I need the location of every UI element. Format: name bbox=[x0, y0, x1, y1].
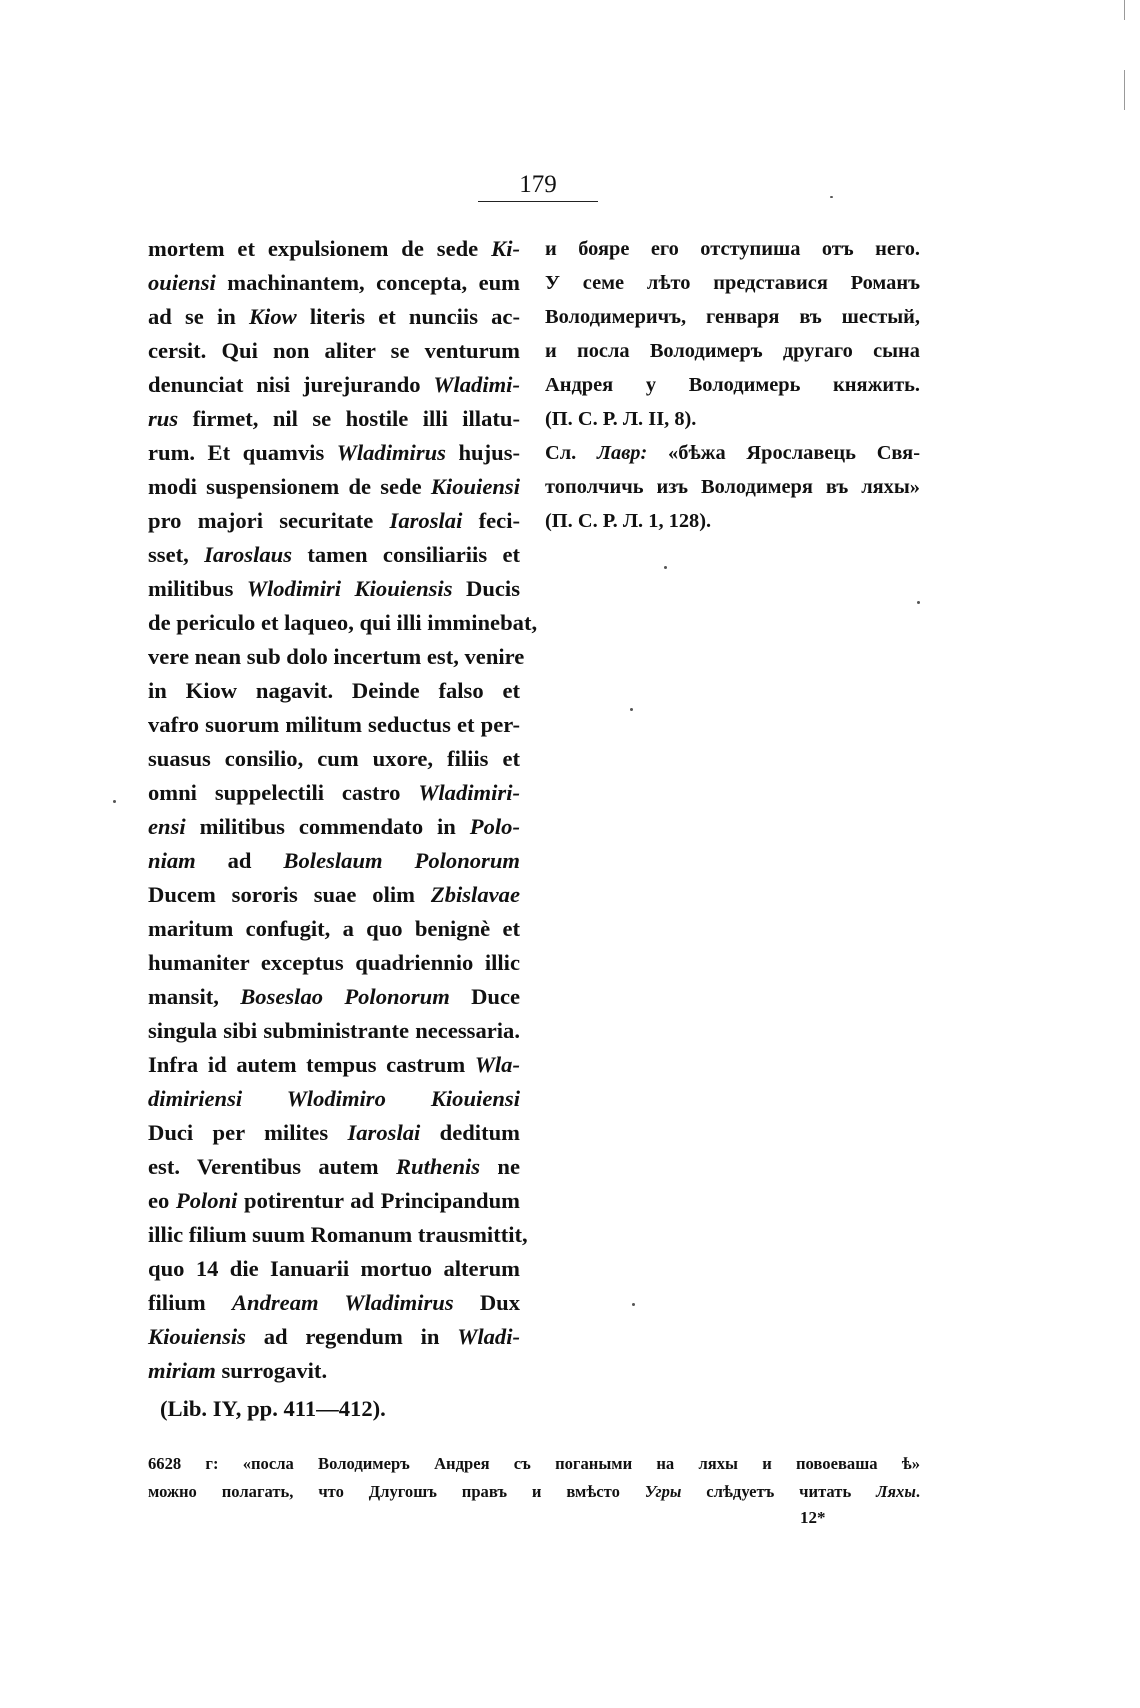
italic-name: miriam bbox=[148, 1358, 216, 1383]
italic-name: Ruthenis bbox=[395, 1154, 481, 1179]
italic-name: Boseslao Polonorum bbox=[240, 984, 450, 1009]
latin-text-line: rum. Et quamvis Wladimirus hujus- bbox=[148, 440, 521, 465]
latin-text-line: suasus consilio, cum uxore, filiis et bbox=[148, 746, 520, 771]
footnote-text-line: можно полагать, что Длугошъ правъ и вмѣсто Угры слѣдуетъ читать Ляхы. bbox=[148, 1482, 920, 1501]
italic-name: Poloni bbox=[175, 1188, 238, 1213]
latin-text-line: denunciat nisi jurejurando Wladimi- bbox=[148, 372, 520, 397]
italic-name: Wladimi- bbox=[433, 372, 520, 397]
italic-name: Wladimirus bbox=[336, 440, 446, 465]
latin-text-line: mortem et expulsionem de sede Ki- bbox=[148, 236, 520, 261]
latin-text-line: maritum confugit, a quo benignè et bbox=[148, 916, 520, 941]
latin-column bbox=[148, 232, 538, 1426]
latin-text-line: miriam surrogavit. bbox=[148, 1358, 328, 1383]
latin-text-line: singula sibi subministrante necessaria. bbox=[148, 1018, 520, 1043]
page-number: 179 bbox=[519, 171, 557, 198]
italic-name: niam bbox=[148, 848, 196, 873]
italic-name: Ki- bbox=[491, 236, 520, 261]
italic-name: Wladimiri- bbox=[418, 780, 520, 805]
italic-name: Iaroslai bbox=[347, 1120, 421, 1145]
latin-text-line: eo Poloni potirentur ad Principandum bbox=[148, 1188, 520, 1213]
italic-name: dimiriensi Wlodimiro Kiouiensi bbox=[148, 1086, 520, 1111]
latin-text-line: omni suppelectili castro Wladimiri- bbox=[148, 780, 520, 805]
latin-text-line: humaniter exceptus quadriennio illic bbox=[148, 950, 520, 975]
latin-text-line: vafro suorum militum seductus et per- bbox=[148, 712, 520, 737]
russian-text-line: Андрея у Володимерь княжить. bbox=[545, 374, 920, 396]
italic-name: Iaroslai bbox=[389, 508, 463, 533]
page-number-rule bbox=[478, 201, 598, 202]
scan-edge-mark bbox=[1124, 0, 1125, 20]
italic-name: ensi bbox=[148, 814, 186, 839]
italic-name: Kiouiensis bbox=[148, 1324, 246, 1349]
italic-name: Andream Wladimirus bbox=[231, 1290, 454, 1315]
italic-name: Wladi- bbox=[457, 1324, 520, 1349]
russian-text-line: (П. С. Р. Л. II, 8). bbox=[545, 408, 697, 430]
scan-speck bbox=[113, 800, 116, 803]
latin-text-line: ouiensi machinantem, concepta, eum bbox=[148, 270, 520, 295]
latin-text-line: rus firmet, nil se hostile illi illatu- bbox=[148, 406, 520, 431]
footnote-text-line: 6628 г: «посла Володимеръ Андрея съ погаными на ляхы и повоеваш​а ѣ» bbox=[148, 1454, 920, 1473]
italic-name: rus bbox=[148, 406, 179, 431]
latin-text-line: cersit. Qui non aliter se venturum bbox=[148, 338, 520, 363]
russian-column bbox=[545, 232, 920, 538]
russian-text-line: У семе лѣто представися Романъ bbox=[545, 272, 920, 294]
latin-text-line: pro majori securitate Iaroslai feci- bbox=[148, 508, 520, 533]
latin-text-line: sset, Iaroslaus tamen consiliariis et bbox=[148, 542, 521, 567]
italic-name: Угры bbox=[644, 1482, 682, 1501]
latin-text-line: Infra id autem tempus castrum Wla- bbox=[148, 1052, 520, 1077]
latin-text-line: Duci per milites Iaroslai deditum bbox=[148, 1120, 520, 1145]
latin-text-line: ad se in Kiow literis et nunciis ac- bbox=[148, 304, 520, 329]
russian-text-line: и посла Володимеръ другаго сына bbox=[545, 340, 920, 362]
scan-speck bbox=[630, 708, 633, 711]
latin-text-line: Ducem sororis suae olim Zbislavae bbox=[148, 882, 520, 907]
scan-speck bbox=[917, 601, 920, 604]
latin-text-line: de periculo et laqueo, qui illi imminebat, bbox=[148, 610, 538, 635]
russian-text-line: (П. С. Р. Л. 1, 128). bbox=[545, 510, 712, 532]
italic-name: Kiouiensi bbox=[430, 474, 520, 499]
italic-name: Polo- bbox=[469, 814, 520, 839]
latin-text-line: ensi militibus commendato in Polo- bbox=[148, 814, 520, 839]
source-citation: (Lib. IY, pp. 411—412). bbox=[160, 1396, 386, 1421]
latin-text-line: mansit, Boseslao Polonorum Duce bbox=[148, 984, 521, 1009]
scan-speck bbox=[664, 566, 667, 569]
italic-name: Wlodimiri Kiouiensis bbox=[246, 576, 453, 601]
latin-text-line: militibus Wlodimiri Kiouiensis Ducis bbox=[148, 576, 520, 601]
italic-name: Лавр: bbox=[597, 442, 648, 464]
russian-text-line: тополчичь изъ Володимеря въ ляхы» bbox=[545, 476, 920, 498]
latin-text-line: est. Verentibus autem Ruthenis ne bbox=[148, 1154, 520, 1179]
italic-name: Boleslaum Polonorum bbox=[283, 848, 520, 873]
scan-speck bbox=[830, 196, 833, 198]
latin-text-line: illic filium suum Romanum trausmittit, bbox=[148, 1222, 528, 1247]
latin-text-line: modi suspensionem de sede Kiouiensi bbox=[148, 474, 520, 499]
latin-text-line: Kiouiensis ad regendum in Wladi- bbox=[148, 1324, 520, 1349]
latin-text-line: quo 14 die Ianuarii mortuo alterum bbox=[148, 1256, 520, 1281]
russian-text-line: и бояре его отступиша отъ него. bbox=[545, 238, 920, 260]
italic-name: Iaroslaus bbox=[204, 542, 293, 567]
latin-text-line: filium Andream Wladimirus Dux bbox=[148, 1290, 521, 1315]
russian-text-line: Володимеричъ, генваря въ шестый, bbox=[545, 306, 920, 328]
latin-text-line: niam ad Boleslaum Polonorum bbox=[148, 848, 520, 873]
latin-text-line: in Kiow nagavit. Deinde falso et bbox=[148, 678, 520, 703]
scan-edge-mark bbox=[1124, 70, 1125, 110]
scan-speck bbox=[632, 1303, 635, 1306]
latin-text-line bbox=[148, 1082, 520, 1116]
italic-name: Zbislavae bbox=[430, 882, 520, 907]
russian-text-line: Сл. Лавр: «бѣжа Ярославець Свя- bbox=[545, 442, 920, 464]
latin-text-line: vere nean sub dolo incertum est, venire bbox=[148, 644, 525, 669]
footnote bbox=[148, 1450, 920, 1506]
italic-name: Ляхы bbox=[876, 1482, 916, 1501]
italic-name: Kiow bbox=[248, 304, 297, 329]
printer-signature: 12* bbox=[800, 1508, 826, 1527]
italic-name: ouiensi bbox=[148, 270, 216, 295]
italic-name: Wla- bbox=[474, 1052, 520, 1077]
